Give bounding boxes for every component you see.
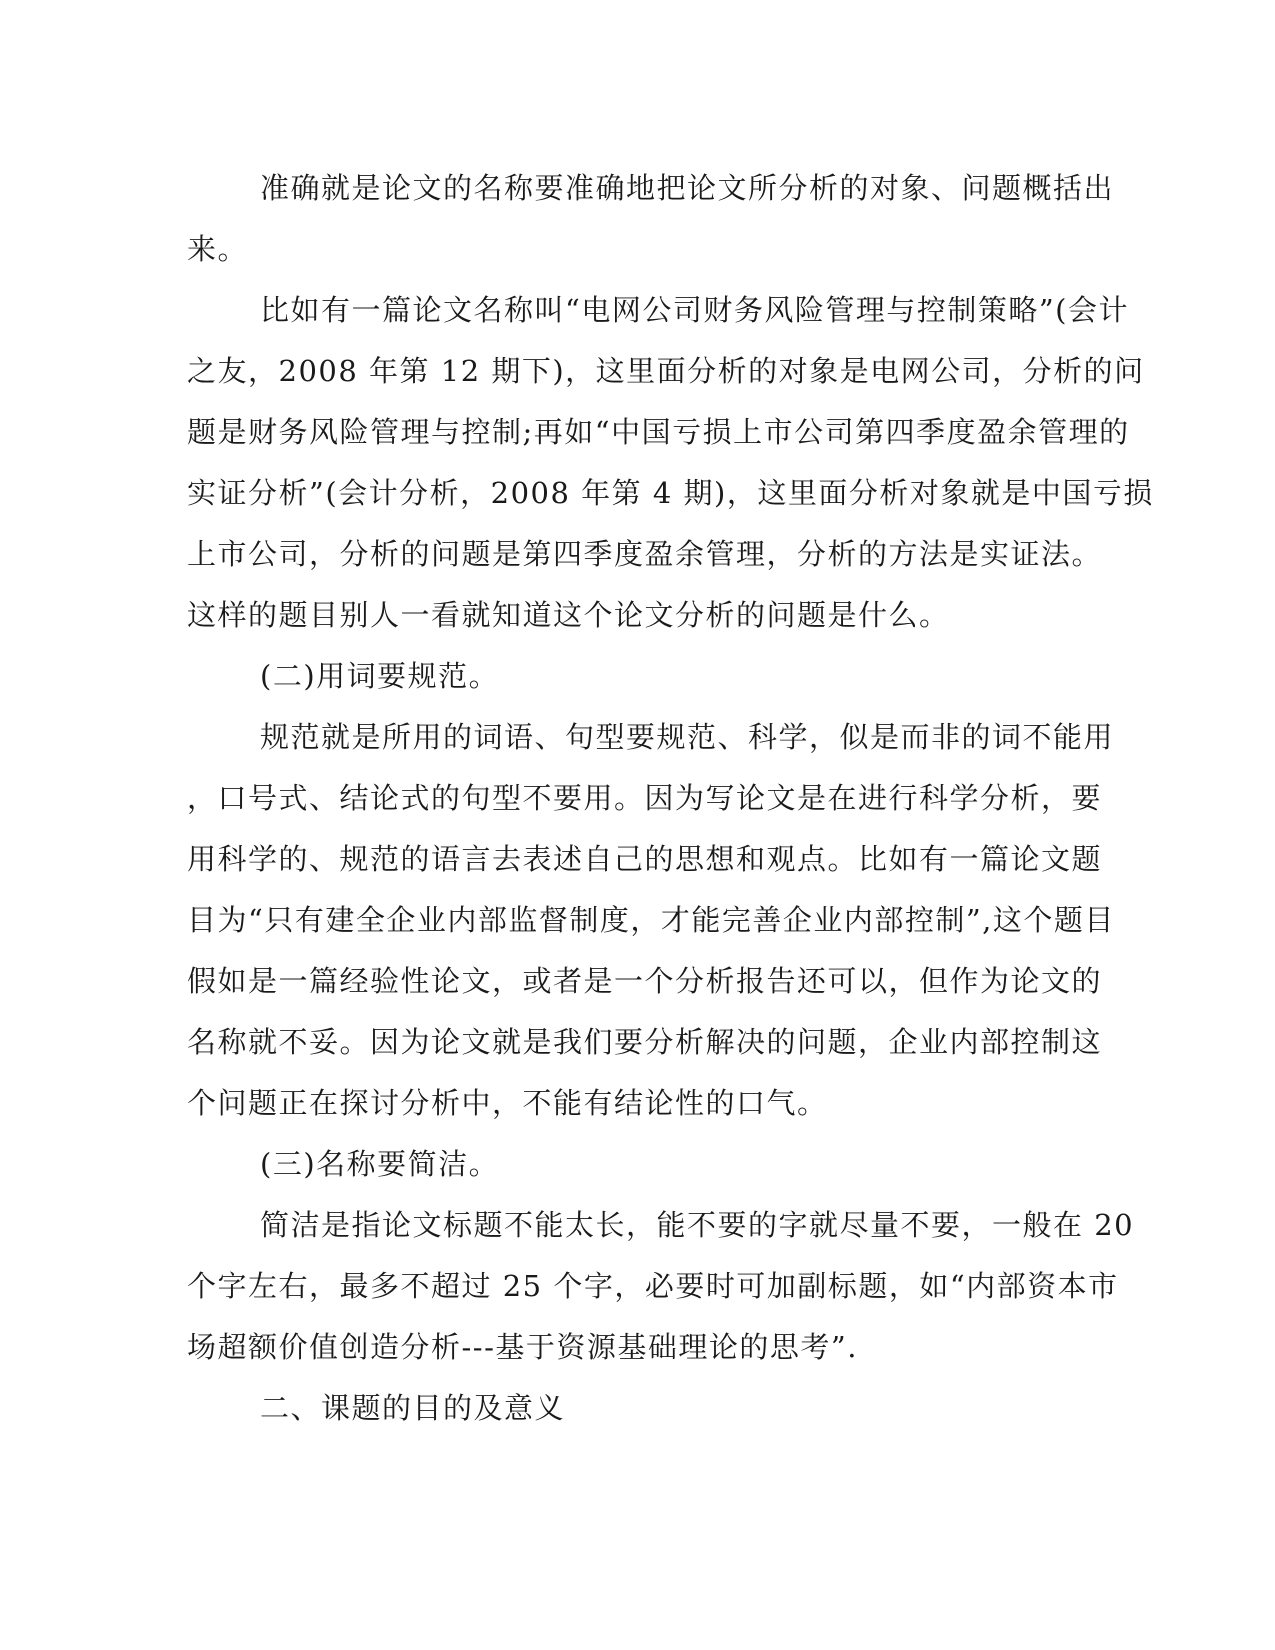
text-line: 目为“只有建全企业内部监督制度，才能完善企业内部控制”,这个题目 [187, 903, 1115, 937]
text-line: 来。 [187, 232, 249, 266]
text-line: 用科学的、规范的语言去表述自己的思想和观点。比如有一篇论文题 [187, 842, 1103, 876]
text-line: ，口号式、结论式的句型不要用。因为写论文是在进行科学分析，要 [187, 781, 1103, 815]
text-line: 简洁是指论文标题不能太长，能不要的字就尽量不要，一般在 20 [260, 1208, 1135, 1242]
text-line: 二、课题的目的及意义 [260, 1391, 566, 1425]
subheading-concise [187, 1134, 1069, 1195]
text-line: (三)名称要简洁。 [260, 1147, 500, 1181]
text-line: 假如是一篇经验性论文，或者是一个分析报告还可以，但作为论文的 [187, 964, 1103, 998]
text-line: 实证分析”(会计分析，2008 年第 4 期)，这里面分析对象就是中国亏损 [187, 476, 1154, 510]
text-line: (二)用词要规范。 [260, 659, 500, 693]
text-line: 比如有一篇论文名称叫“电网公司财务风险管理与控制策略”(会计 [260, 293, 1129, 327]
text-line: 个问题正在探讨分析中，不能有结论性的口气。 [187, 1086, 828, 1120]
text-line: 题是财务风险管理与控制;再如“中国亏损上市公司第四季度盈余管理的 [187, 415, 1130, 449]
text-line: 准确就是论文的名称要准确地把论文所分析的对象、问题概括出 [260, 171, 1115, 205]
text-line: 名称就不妥。因为论文就是我们要分析解决的问题，企业内部控制这 [187, 1025, 1103, 1059]
paragraph-concise [187, 1195, 1135, 1378]
paragraph-standard [187, 707, 1115, 1134]
text-line: 这样的题目别人一看就知道这个论文分析的问题是什么。 [187, 598, 950, 632]
document-body [187, 158, 1154, 1439]
text-line: 场超额价值创造分析---基于资源基础理论的思考”. [187, 1330, 858, 1364]
text-line: 个字左右，最多不超过 25 个字，必要时可加副标题，如“内部资本市 [187, 1269, 1119, 1303]
section-heading-purpose [187, 1378, 1069, 1439]
text-line: 上市公司，分析的问题是第四季度盈余管理，分析的方法是实证法。 [187, 537, 1103, 571]
subheading-wording [187, 646, 1069, 707]
text-line: 规范就是所用的词语、句型要规范、科学，似是而非的词不能用 [260, 720, 1115, 754]
paragraph-accuracy [187, 158, 1115, 280]
paragraph-example [187, 280, 1154, 646]
text-line: 之友，2008 年第 12 期下)，这里面分析的对象是电网公司，分析的问 [187, 354, 1145, 388]
